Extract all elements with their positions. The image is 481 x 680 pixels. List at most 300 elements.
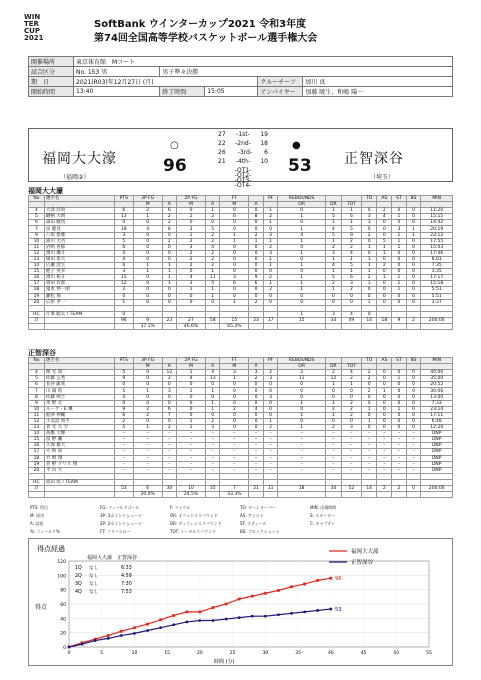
stat-cell: – <box>325 443 341 449</box>
stat-cell: 5 <box>325 232 341 238</box>
stat-cell: 2 <box>263 275 278 281</box>
quarter-row <box>218 158 268 167</box>
stat-cell: 12 <box>114 281 133 287</box>
stat-cell: M <box>133 364 162 370</box>
stat-cell: 17:55 <box>421 238 453 244</box>
game-label: 試合区分 <box>29 67 74 77</box>
stat-cell: 200:00 <box>421 485 453 491</box>
legend-item: FT: フリースロー <box>100 529 131 534</box>
stat-cell: 0 <box>249 287 264 293</box>
stat-cell: 11 <box>29 412 45 418</box>
stat-cell: 5 <box>205 281 220 287</box>
stat-cell: 0 <box>392 412 406 418</box>
player-name-cell: 浦川 大吾 <box>44 238 114 244</box>
stat-cell: 0 <box>406 293 421 299</box>
data-point <box>185 610 188 613</box>
stat-cell: 6:48 <box>421 418 453 424</box>
stat-cell: 2P FG <box>177 358 206 364</box>
data-point <box>303 610 306 613</box>
stat-cell: 0 <box>114 400 133 406</box>
stat-cell: 3:35 <box>421 269 453 275</box>
x-tick-label: 35 <box>295 651 301 656</box>
stat-cell: 0 <box>278 293 326 299</box>
stat-cell: 2 <box>205 263 220 269</box>
stat-cell: REBOUNDS <box>278 196 326 202</box>
start-label: 開始時間 <box>29 87 74 97</box>
player-name-cell: 川 満 侑 <box>44 388 114 394</box>
stat-cell: – <box>205 455 220 461</box>
stat-cell: – <box>263 437 278 443</box>
home-box-score-table <box>28 195 453 330</box>
stat-cell: 19 <box>29 293 45 299</box>
stat-cell: 0 <box>392 250 406 256</box>
stat-cell: 30 <box>162 485 177 491</box>
stat-cell: 1 <box>278 226 326 232</box>
stat-cell: 2 <box>263 370 278 376</box>
stat-cell: 1 <box>392 232 406 238</box>
stat-cell: 5 <box>377 238 392 244</box>
stat-cell: DNP <box>421 461 453 467</box>
stat-cell: – <box>377 455 392 461</box>
stat-cell: 0 <box>325 293 341 299</box>
stat-cell: – <box>133 437 162 443</box>
stat-cell: 0 <box>406 388 421 394</box>
stat-cell: 8 <box>29 394 45 400</box>
stat-cell: 14 <box>361 317 376 323</box>
stat-cell: 1 <box>278 311 326 317</box>
away-section-title: 正智深谷 <box>28 349 56 357</box>
stat-cell: 0 <box>220 394 249 400</box>
stat-cell: 5 <box>341 226 361 232</box>
stat-cell: No <box>29 358 45 364</box>
legend-item: F: ファウル <box>170 505 191 510</box>
y-tick-label: 20 <box>60 631 66 637</box>
data-point <box>159 626 162 629</box>
stat-cell: 0 <box>392 425 406 431</box>
game-number: No. 153 男 <box>74 67 160 77</box>
date-value: 2021(R03)年12月27日 (月) <box>74 77 258 87</box>
inset-header: 正智深谷 <box>117 555 138 561</box>
stat-cell: 3 <box>263 250 278 256</box>
stat-cell: 0 <box>263 293 278 299</box>
stat-cell: 0 <box>325 388 341 394</box>
stat-cell: 2 <box>325 244 341 250</box>
stat-cell: 15 <box>220 317 249 323</box>
stat-cell: A <box>205 202 220 208</box>
stat-cell: 1 <box>377 244 392 250</box>
stat-cell: 0 <box>377 394 392 400</box>
stat-cell: – <box>406 461 421 467</box>
stat-cell: – <box>162 437 177 443</box>
stat-cell: 10 <box>29 238 45 244</box>
stat-cell: 1 <box>278 238 326 244</box>
stat-cell: 11 <box>205 275 220 281</box>
stat-cell <box>114 492 133 498</box>
stat-cell: 3 <box>263 376 278 382</box>
stat-cell: – <box>114 437 133 443</box>
stat-cell: – <box>406 437 421 443</box>
away-box-score-table <box>28 357 453 498</box>
player-name-cell: 関 光 貴 <box>44 370 114 376</box>
stat-cell: 13:00 <box>421 394 453 400</box>
player-name-cell: 大澤 洋貴 <box>44 208 114 214</box>
stat-cell: 17 <box>29 449 45 455</box>
stat-cell: 6 <box>114 263 133 269</box>
stat-cell: 3 <box>162 388 177 394</box>
stat-cell: 2 <box>377 485 392 491</box>
stat-cell: 4 <box>249 406 264 412</box>
stat-cell <box>29 492 45 498</box>
stat-cell: 3 <box>205 425 220 431</box>
stat-cell: 2 <box>177 238 206 244</box>
table-row <box>29 492 453 498</box>
stat-cell: 1 <box>133 388 162 394</box>
stat-cell: 4 <box>114 256 133 262</box>
quarter-label: -1st- <box>236 131 250 138</box>
stat-cell: – <box>361 449 376 455</box>
stat-cell: 1 <box>263 418 278 424</box>
stat-cell: 2 <box>263 287 278 293</box>
stat-cell: 0 <box>177 400 206 406</box>
stat-cell: 1 <box>205 388 220 394</box>
stat-cell: – <box>133 461 162 467</box>
stat-cell: 2 <box>220 406 249 412</box>
stat-cell: 1 <box>205 287 220 293</box>
stat-cell: 20:19 <box>421 226 453 232</box>
stat-cell: 5 <box>325 275 341 281</box>
legend-item: S: スターター <box>310 513 336 518</box>
stat-cell: 0 <box>377 425 392 431</box>
stat-cell: 23:12 <box>421 232 453 238</box>
stat-cell: 0 <box>220 208 249 214</box>
stat-cell: – <box>341 467 361 473</box>
stat-cell <box>406 323 421 329</box>
series-end-label: 53 <box>334 607 342 614</box>
stat-cell: 0 <box>263 400 278 406</box>
stat-cell: 23:14 <box>421 406 453 412</box>
stat-cell: 0 <box>114 311 133 317</box>
stat-cell: 6 <box>341 275 361 281</box>
y-tick-label: 100 <box>57 574 66 580</box>
stat-cell: 4 <box>341 370 361 376</box>
stat-cell: 11 <box>29 244 45 250</box>
stat-cell: DNP <box>421 455 453 461</box>
stat-cell: TO <box>361 358 376 364</box>
data-point <box>185 621 188 624</box>
stat-cell: 4 <box>29 370 45 376</box>
stat-cell: 2 <box>341 244 361 250</box>
stat-cell: 0 <box>220 287 249 293</box>
stat-cell: 1 <box>406 226 421 232</box>
stat-cell <box>263 323 278 329</box>
stat-cell: – <box>361 437 376 443</box>
stat-cell: 0 <box>377 299 392 305</box>
legend-item: 2P: 2ポイントシュート <box>100 521 143 526</box>
stat-cell: 1 <box>133 269 162 275</box>
stat-cell: – <box>406 449 421 455</box>
stat-cell: 30:06 <box>421 388 453 394</box>
stat-cell: 0 <box>133 244 162 250</box>
stat-cell: 4 <box>133 226 162 232</box>
stat-cell: 0 <box>361 311 376 317</box>
stat-cell: – <box>361 431 376 437</box>
stat-cell: – <box>392 455 406 461</box>
umpire-value: 加藤 暁生、和嶋 陽一 <box>303 87 453 97</box>
stat-cell: 0 <box>392 299 406 305</box>
stat-cell: 96 <box>114 317 133 323</box>
stat-cell: 20 <box>29 299 45 305</box>
end-value: 15:05 <box>205 87 258 97</box>
legend-item <box>380 513 450 519</box>
stat-cell: – <box>249 437 264 443</box>
stat-cell: 0 <box>325 418 341 424</box>
stat-cell: 5 <box>114 425 133 431</box>
stat-cell: 0 <box>406 214 421 220</box>
data-point <box>199 610 202 613</box>
stat-cell: 0 <box>341 418 361 424</box>
stat-cell: 1 <box>406 232 421 238</box>
player-name-cell: 長谷 凱希 <box>44 382 114 388</box>
stat-cell: 23 <box>249 317 264 323</box>
data-point <box>303 583 306 586</box>
stat-cell: – <box>406 443 421 449</box>
stat-cell: 0 <box>114 382 133 388</box>
data-point <box>172 614 175 617</box>
stat-cell: 3P FG <box>133 196 162 202</box>
stat-cell: – <box>392 467 406 473</box>
data-point <box>251 595 254 598</box>
stat-cell: 0 <box>392 220 406 226</box>
stat-cell: 37.1% <box>133 323 162 329</box>
stat-cell: 0 <box>220 256 249 262</box>
stat-cell: 1 <box>162 275 177 281</box>
stat-cell: 1 <box>278 425 326 431</box>
stat-cell: 12:20 <box>421 425 453 431</box>
stat-cell: 4 <box>325 263 341 269</box>
stat-cell: 0 <box>133 256 162 262</box>
stat-cell: FT <box>220 196 249 202</box>
stat-cell: 9 <box>114 376 133 382</box>
stat-cell: 0 <box>220 425 249 431</box>
stat-cell: 6 <box>29 382 45 388</box>
player-name-cell: 岩崎 喜郁 <box>44 244 114 250</box>
stat-cell: – <box>377 437 392 443</box>
stat-cell: 0 <box>263 226 278 232</box>
stat-cell: 4 <box>177 275 206 281</box>
stat-cell: 0 <box>341 299 361 305</box>
y-axis-label: 得点 <box>35 604 48 611</box>
legend-item: A: 試投 <box>30 521 44 526</box>
legend-item: %: フィールド% <box>30 529 60 534</box>
stat-cell: 1 <box>177 418 206 424</box>
stat-cell: 0 <box>361 382 376 388</box>
stat-cell: 9 <box>341 232 361 238</box>
legend-item: ST: スティール <box>240 521 267 526</box>
stat-cell: 3 <box>263 394 278 400</box>
stat-cell: 2 <box>325 370 341 376</box>
stat-cell: 1 <box>205 293 220 299</box>
stat-cell: HC <box>29 479 45 485</box>
stat-cell: 3 <box>177 244 206 250</box>
stat-cell: 9 <box>29 232 45 238</box>
away-team-name: 正智深谷 <box>344 151 404 167</box>
stat-cell: 1 <box>278 412 326 418</box>
stat-cell: 49 <box>341 317 361 323</box>
inset-home-value: なし <box>89 566 99 571</box>
stat-cell: 0 <box>114 220 133 226</box>
stat-cell: 0 <box>249 226 264 232</box>
stat-cell: No <box>29 196 45 202</box>
stat-cell: 0 <box>133 376 162 382</box>
data-point <box>172 623 175 626</box>
stat-cell: 0 <box>220 220 249 226</box>
stat-cell: MIN <box>421 358 453 364</box>
player-name-cell: 竹 崎 翔 <box>44 455 114 461</box>
inset-away-value: 4:59 <box>121 574 132 579</box>
stat-cell: 1 <box>325 256 341 262</box>
stat-cell: – <box>377 449 392 455</box>
data-point <box>159 618 162 621</box>
quarter-row <box>218 182 268 187</box>
stat-cell: 1 <box>278 400 326 406</box>
stat-cell: – <box>162 455 177 461</box>
stat-cell: 46.6% <box>177 323 206 329</box>
series-end-label: 96 <box>334 576 342 583</box>
stat-cell: 15 <box>278 317 326 323</box>
stat-cell <box>421 323 453 329</box>
away-q-score: 18 <box>260 140 268 147</box>
stat-cell: 0 <box>406 370 421 376</box>
stat-cell: 0 <box>249 208 264 214</box>
stat-cell: 0 <box>377 256 392 262</box>
legend-item: BS: ブロックショット <box>240 529 280 534</box>
stat-cell: 0 <box>263 269 278 275</box>
stat-cell: 1 <box>325 269 341 275</box>
stat-cell: 1 <box>361 299 376 305</box>
legend-item: TO: ターンオーバー <box>240 505 276 510</box>
stat-cell: M <box>133 202 162 208</box>
stat-cell: 3 <box>263 232 278 238</box>
stat-cell: 14 <box>29 263 45 269</box>
stat-cell: 1 <box>278 263 326 269</box>
inset-quarter: 4Q <box>75 590 82 595</box>
stat-cell: 2 <box>205 250 220 256</box>
stat-cell: A <box>162 364 177 370</box>
x-tick-label: 30 <box>262 651 269 656</box>
stat-cell: – <box>133 431 162 437</box>
stat-cell: 0 <box>220 226 249 232</box>
stat-cell: 0 <box>406 244 421 250</box>
stat-cell: 2 <box>205 214 220 220</box>
legend-item <box>380 529 450 535</box>
stat-cell: 7 <box>162 412 177 418</box>
stat-cell: – <box>220 455 249 461</box>
stat-cell: 0 <box>133 250 162 256</box>
stat-cell: 5 <box>325 214 341 220</box>
stat-cell: 0 <box>406 208 421 214</box>
stat-cell: 0 <box>406 256 421 262</box>
stat-cell: 0 <box>406 412 421 418</box>
stat-cell: – <box>325 449 341 455</box>
stat-cell: 0 <box>249 388 264 394</box>
player-name-cell: 佐藤 公秀 <box>44 376 114 382</box>
stat-cell: – <box>392 449 406 455</box>
stat-cell: – <box>114 455 133 461</box>
x-tick-label: 55 <box>426 651 432 656</box>
stat-cell: 20.0% <box>133 492 162 498</box>
data-point <box>290 585 293 588</box>
stat-cell: 0 <box>133 370 162 376</box>
stat-cell: 1 <box>325 400 341 406</box>
stat-cell: 12 <box>29 418 45 424</box>
stat-cell: DNP <box>421 437 453 443</box>
stat-cell: – <box>341 461 361 467</box>
stat-cell: 0 <box>249 244 264 250</box>
data-point <box>316 579 319 582</box>
stat-cell: 18 <box>377 317 392 323</box>
stat-cell: 1 <box>114 299 133 305</box>
stat-cell: 0 <box>377 370 392 376</box>
stat-cell: 20 <box>29 467 45 473</box>
stat-cell: 0 <box>133 287 162 293</box>
data-point <box>277 613 280 616</box>
stat-cell: – <box>177 467 206 473</box>
stat-cell: – <box>220 437 249 443</box>
stat-cell: – <box>205 443 220 449</box>
stat-cell: – <box>114 443 133 449</box>
player-name-cell <box>44 492 114 498</box>
stat-cell: 4 <box>205 244 220 250</box>
data-point <box>81 643 84 646</box>
data-point <box>120 634 123 637</box>
stat-cell: PF <box>263 196 278 202</box>
stat-cell: 1 <box>325 287 341 293</box>
stat-cell: 2 <box>361 376 376 382</box>
stat-cell: 1 <box>361 418 376 424</box>
stat-cell: 13 <box>29 256 45 262</box>
stat-cell: 2 <box>392 485 406 491</box>
stat-cell: 5 <box>29 214 45 220</box>
inset-away-value: 7:30 <box>121 582 132 587</box>
stat-cell: 0 <box>220 250 249 256</box>
stat-cell: 6 <box>220 281 249 287</box>
stat-cell: – <box>278 449 326 455</box>
stat-cell: 10 <box>177 485 206 491</box>
stat-cell <box>325 323 341 329</box>
player-name-cell: 成田 靖 / TEAM <box>44 479 114 485</box>
stat-cell: 1 <box>249 238 264 244</box>
stat-cell: 0 <box>406 394 421 400</box>
stat-cell: – <box>361 455 376 461</box>
stat-cell: 1 <box>177 287 206 293</box>
stat-cell: 1 <box>133 214 162 220</box>
quarter-row <box>218 131 268 140</box>
stat-cell: 17 <box>263 317 278 323</box>
player-name-cell: 蛭子 英幸 <box>44 269 114 275</box>
data-point <box>94 639 97 642</box>
stat-cell: 11 <box>278 376 326 382</box>
stat-cell: 1 <box>361 281 376 287</box>
stat-cell: 3 <box>341 281 361 287</box>
stat-cell: – <box>361 443 376 449</box>
stat-cell: 0 <box>341 388 361 394</box>
player-name-cell: 米 野 太 <box>44 400 114 406</box>
stat-cell: 2 <box>263 425 278 431</box>
player-name-cell: 岡田 侑大 <box>44 256 114 262</box>
stat-cell: 0 <box>220 263 249 269</box>
stat-cell: 10 <box>29 406 45 412</box>
stat-cell: 0 <box>406 220 421 226</box>
